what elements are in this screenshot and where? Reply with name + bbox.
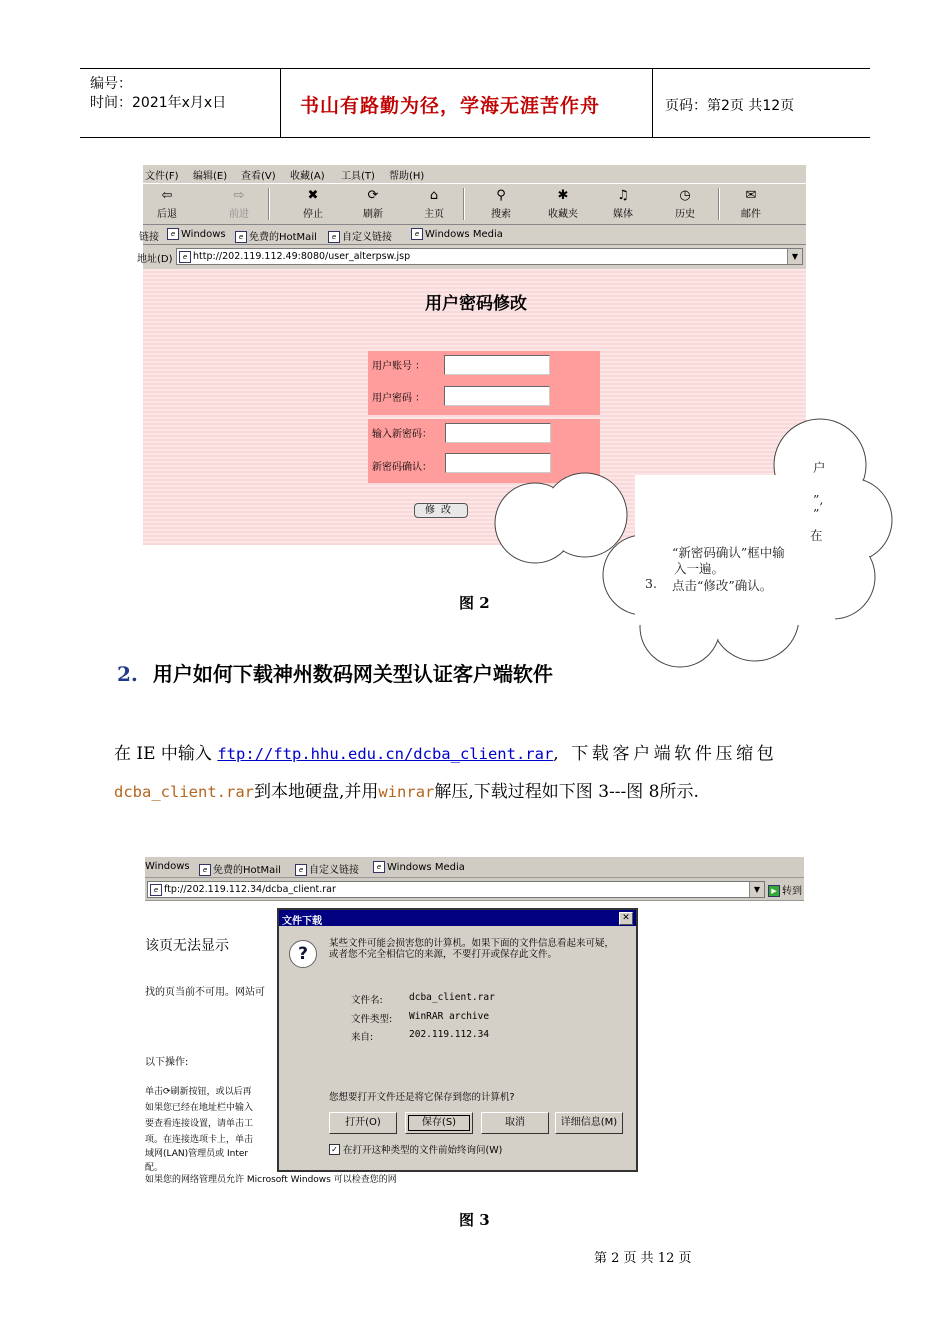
error-line: 找的页当前不可用。网站可 (145, 987, 265, 998)
time-label: 时间：2021年x月x日 (90, 95, 227, 111)
toolbar-separator (463, 188, 465, 220)
home-icon: ⌂ (429, 188, 439, 203)
figure3-caption: 图 3 (459, 1211, 490, 1229)
password-input[interactable] (444, 386, 550, 406)
para-text: 解压,下载过程如下图 3---图 8所示. (434, 782, 699, 802)
account-input[interactable] (444, 355, 550, 375)
para-text: 到本地硬盘,并用 (253, 782, 379, 802)
address-url: ftp://202.119.112.34/dcba_client.rar (164, 884, 336, 895)
toolbar-button-5[interactable] (477, 188, 525, 220)
file-type-value: WinRAR archive (409, 1011, 490, 1022)
toolbar-button-4[interactable] (410, 188, 458, 220)
password-label: 用户密码 ： (372, 393, 426, 404)
winrar-text: winrar (378, 783, 435, 801)
filename: dcba_client.rar (114, 783, 254, 801)
go-button[interactable]: ▶ 转到 (768, 882, 802, 897)
new-password-label: 输入新密码： (372, 429, 432, 440)
address-input[interactable] (176, 248, 803, 265)
refresh-small-icon: ⟳ (163, 1087, 171, 1097)
link-custom[interactable]: e 自定义链接 (328, 228, 392, 243)
links-label: 链接 (139, 232, 159, 243)
cloud-text-6: 入一遍。 (674, 561, 725, 576)
section-title: 用户如何下载神州数码网关型认证客户端软件 (152, 662, 553, 686)
paragraph-line-2 (114, 777, 699, 802)
error-line: 单击⟳刷新按钮，或以后再 (145, 1087, 252, 1097)
menu-item[interactable]: 编辑(E) (193, 171, 228, 182)
cloud-text-5: “新密码确认”框中输 (672, 545, 785, 560)
link-hotmail[interactable]: e 免费的HotMail (199, 861, 281, 876)
ftp-link[interactable]: ftp://ftp.hhu.edu.cn/dcba_client.rar (217, 745, 554, 763)
header-motto-cell (280, 69, 653, 137)
error-line: 以下操作: (145, 1057, 189, 1068)
toolbar-label: 媒体 (613, 209, 633, 220)
cancel-button[interactable]: 取消 (481, 1112, 549, 1134)
link-windows[interactable]: e Windows (167, 228, 226, 240)
toolbar-label: 前进 (229, 209, 249, 220)
error-line: 项。在连接选项卡上，单击 (145, 1135, 254, 1145)
from-label: 来自: (351, 1032, 374, 1043)
cloud-text-2: ”, (813, 492, 824, 507)
toolbar-label: 邮件 (741, 209, 761, 220)
page-footer: 第 2 页 共 12 页 (594, 1251, 692, 1266)
links-bar (145, 857, 804, 878)
figure2-caption: 图 2 (459, 594, 490, 612)
address-dropdown-icon[interactable]: ▼ (787, 249, 802, 264)
menu-item[interactable]: 文件(F) (145, 171, 179, 182)
error-line: 要查看连接设置，请单击工 (145, 1119, 254, 1129)
details-button[interactable]: 详细信息(M) (555, 1112, 623, 1134)
address-bar (137, 245, 806, 267)
address-url: http://202.119.112.49:8080/user_alterpsw.jsp (193, 251, 411, 262)
toolbar-separator (268, 188, 270, 220)
error-title: 该页无法显示 (145, 938, 229, 954)
ie-page-icon: e (411, 228, 423, 240)
account-label: 用户账号 ： (372, 361, 426, 372)
cloud-step-number: 3. (645, 576, 657, 591)
ie-page-icon: e (373, 861, 385, 873)
error-line: 域网(LAN)管理员或 Inter (145, 1149, 249, 1159)
dialog-question: 您想要打开文件还是将它保存到您的计算机? (329, 1092, 515, 1103)
toolbar-separator (718, 188, 720, 220)
ie-page-icon: e (179, 251, 191, 263)
link-hotmail[interactable]: e 免费的HotMail (235, 228, 317, 243)
link-windows-media[interactable]: e Windows Media (373, 861, 465, 873)
toolbar-button-1[interactable] (215, 188, 263, 220)
page-title: 用户密码修改 (425, 294, 527, 314)
browser-toolbar (143, 183, 806, 225)
toolbar-label: 历史 (675, 209, 695, 220)
stop-icon: ✖ (307, 188, 319, 203)
header-page-cell (653, 69, 870, 137)
toolbar-label: 主页 (424, 209, 444, 220)
ie-page-icon: e (235, 231, 247, 243)
error-line: 如果您的网络管理员允许 Microsoft Windows 可以检查您的网 (145, 1175, 397, 1185)
dialog-title-bar (279, 910, 636, 926)
search-icon: ⚲ (496, 188, 506, 203)
toolbar-button-7[interactable] (599, 188, 647, 220)
back-arrow-icon: ⇦ (161, 188, 173, 203)
question-icon: ? (289, 940, 317, 968)
toolbar-button-8[interactable] (661, 188, 709, 220)
history-icon: ◷ (679, 188, 691, 203)
media-icon: ♫ (617, 188, 629, 203)
link-custom[interactable]: e 自定义链接 (295, 861, 359, 876)
toolbar-label: 收藏夹 (548, 209, 578, 220)
menu-item[interactable]: 帮助(H) (389, 171, 425, 182)
toolbar-label: 停止 (303, 209, 323, 220)
para-text: 在 IE 中输入 (114, 744, 218, 764)
page-number-label: 页码：第2页 共12页 (665, 98, 795, 114)
address-input[interactable] (147, 881, 765, 898)
cloud-text-7: 点击“修改”确认。 (672, 578, 773, 593)
ie-page-icon: e (150, 884, 162, 896)
toolbar-label: 刷新 (363, 209, 383, 220)
close-icon[interactable]: ✕ (619, 912, 633, 925)
address-label: 地址(D) (137, 254, 173, 265)
document-header (80, 68, 870, 138)
error-line: 配。 (145, 1163, 164, 1173)
links-bar (139, 224, 806, 245)
refresh-icon: ⟳ (367, 188, 379, 203)
address-dropdown-icon[interactable]: ▼ (749, 882, 764, 897)
file-name-label: 文件名: (351, 995, 383, 1006)
menu-bar (143, 165, 806, 183)
para-text: , 下载客户端软件压缩包 (553, 744, 778, 764)
dialog-title: 文件下载 (282, 916, 322, 927)
file-download-dialog (277, 908, 638, 1172)
section-heading (117, 658, 553, 687)
modify-button[interactable]: 修改 (414, 503, 468, 518)
toolbar-button-3[interactable] (349, 188, 397, 220)
paragraph-line-1 (114, 739, 777, 764)
address-bar (145, 878, 804, 901)
mail-icon: ✉ (745, 188, 757, 203)
cloud-text-3: ” (813, 506, 820, 521)
cloud-callout (455, 405, 895, 667)
go-arrow-icon: ▶ (768, 885, 780, 897)
from-value: 202.119.112.34 (409, 1029, 490, 1040)
always-ask-checkbox[interactable]: ✓ (329, 1144, 340, 1155)
confirm-password-label: 新密码确认： (372, 462, 432, 473)
menu-item[interactable]: 工具(T) (341, 171, 375, 182)
cloud-text-1: 户 (813, 460, 826, 475)
ie-page-icon: e (328, 231, 340, 243)
section-number: 2. (117, 662, 138, 686)
figure3-screenshot (145, 857, 804, 1185)
ie-page-icon: e (199, 864, 211, 876)
open-button[interactable]: 打开(O) (329, 1112, 397, 1134)
forward-arrow-icon: ⇨ (233, 188, 245, 203)
cloud-text-4: 在 (810, 528, 823, 543)
toolbar-button-6[interactable] (539, 188, 587, 220)
ie-page-icon: e (167, 228, 179, 240)
error-line: 如果您已经在地址栏中输入 (145, 1103, 254, 1113)
motto: 书山有路勤为径，学海无涯苦作舟 (300, 95, 601, 117)
toolbar-button-2[interactable] (289, 188, 337, 220)
always-ask-label: 在打开这种类型的文件前始终询问(W) (343, 1145, 503, 1156)
link-windows[interactable]: Windows (145, 861, 190, 872)
code-label: 编号： (90, 76, 132, 92)
link-windows-media[interactable]: e Windows Media (411, 228, 503, 240)
ie-page-icon: e (295, 864, 307, 876)
file-type-label: 文件类型: (351, 1014, 393, 1025)
toolbar-label: 后退 (157, 209, 177, 220)
menu-item[interactable]: 收藏(A) (290, 171, 325, 182)
header-info-cell (80, 69, 281, 137)
toolbar-button-9[interactable] (727, 188, 775, 220)
favorites-icon: ✱ (557, 188, 569, 203)
file-name-value: dcba_client.rar (409, 992, 495, 1003)
save-button[interactable]: 保存(S) (405, 1112, 473, 1134)
dialog-warning: 某些文件可能会损害您的计算机。如果下面的文件信息看起来可疑，或者您不完全相信它的来源，不要打开或保存此文件。 (329, 938, 615, 960)
toolbar-button-0[interactable] (143, 188, 191, 220)
menu-item[interactable]: 查看(V) (241, 171, 276, 182)
toolbar-label: 搜索 (491, 209, 511, 220)
